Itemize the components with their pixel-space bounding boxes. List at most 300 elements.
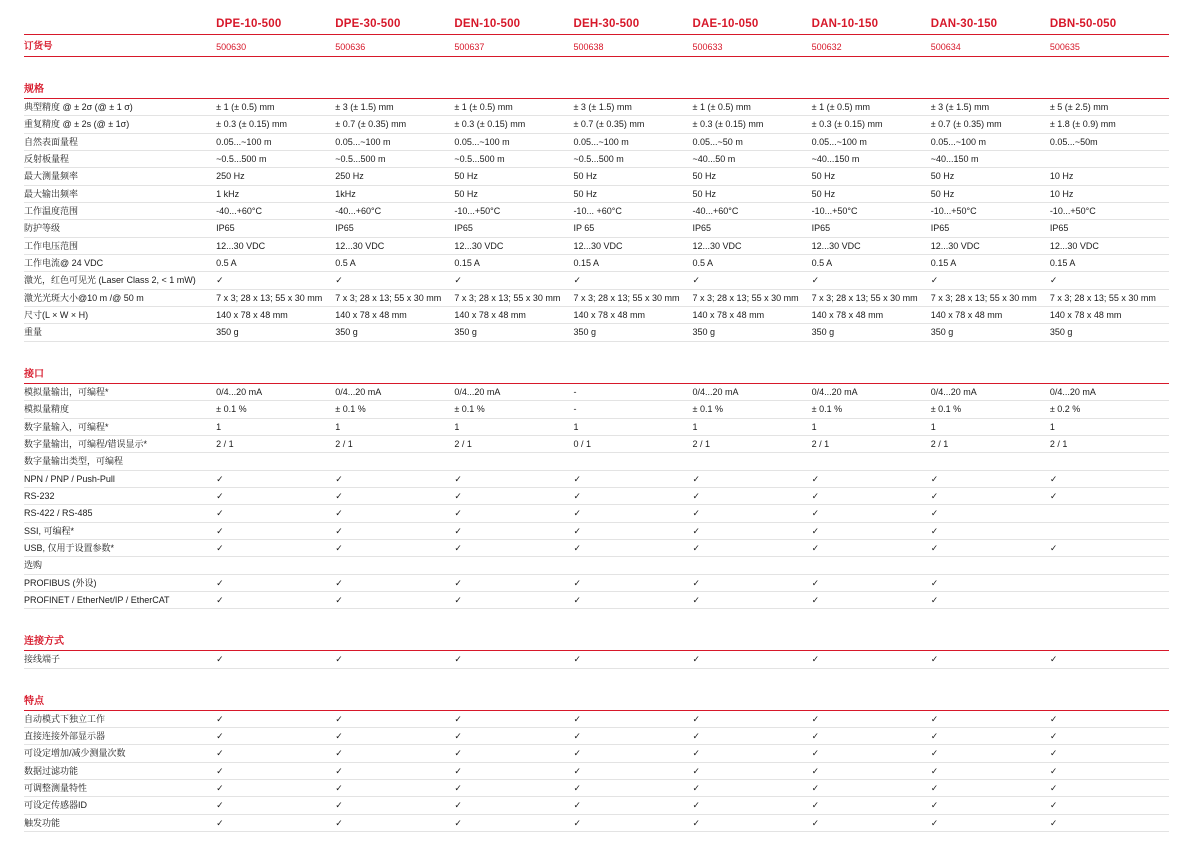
row-value: ± 0.3 (± 0.15) mm bbox=[693, 116, 812, 133]
row-value: 0.05...~100 m bbox=[335, 133, 454, 150]
table-header-row bbox=[24, 18, 1169, 35]
checkmark-icon: ✓ bbox=[454, 651, 573, 668]
section-title-filler bbox=[931, 356, 1050, 384]
order-number-row bbox=[24, 35, 1169, 57]
section-spacer-cell bbox=[24, 341, 1169, 356]
row-value: 0.15 A bbox=[454, 255, 573, 272]
table-row bbox=[24, 289, 1169, 306]
section-title-filler bbox=[335, 71, 454, 99]
checkmark-icon: ✓ bbox=[931, 505, 1050, 522]
checkmark-icon: ✓ bbox=[693, 762, 812, 779]
row-value: 0.05...~100 m bbox=[931, 133, 1050, 150]
row-label: 直接连接外部显示器 bbox=[24, 727, 216, 744]
row-value: ~0.5...500 m bbox=[573, 151, 692, 168]
table-row bbox=[24, 383, 1169, 400]
row-value bbox=[693, 453, 812, 470]
section-title-filler bbox=[216, 71, 335, 99]
row-value bbox=[335, 557, 454, 574]
checkmark-icon: ✓ bbox=[454, 470, 573, 487]
row-value: 0.05...~100 m bbox=[573, 133, 692, 150]
section-spacer-cell bbox=[24, 609, 1169, 624]
row-value: 0.05...~100 m bbox=[216, 133, 335, 150]
section-title-filler bbox=[573, 683, 692, 711]
checkmark-icon: ✓ bbox=[693, 710, 812, 727]
row-value: ± 1.8 (± 0.9) mm bbox=[1050, 116, 1169, 133]
row-value: ± 0.3 (± 0.15) mm bbox=[454, 116, 573, 133]
section-title-filler bbox=[812, 356, 931, 384]
table-row bbox=[24, 574, 1169, 591]
row-value: 350 g bbox=[454, 324, 573, 341]
checkmark-icon: ✓ bbox=[454, 591, 573, 608]
section-title-filler bbox=[693, 71, 812, 99]
row-value: 140 x 78 x 48 mm bbox=[454, 307, 573, 324]
row-value: 350 g bbox=[216, 324, 335, 341]
row-label: 自然表面量程 bbox=[24, 133, 216, 150]
row-value: - bbox=[573, 401, 692, 418]
checkmark-icon: ✓ bbox=[693, 487, 812, 504]
checkmark-icon: ✓ bbox=[693, 651, 812, 668]
row-label: 模拟量精度 bbox=[24, 401, 216, 418]
section-title-filler bbox=[1050, 71, 1169, 99]
section-title-filler bbox=[454, 623, 573, 651]
row-value: ~0.5...500 m bbox=[335, 151, 454, 168]
row-value bbox=[454, 453, 573, 470]
section-spacer bbox=[24, 668, 1169, 683]
column-header-8: DBN-50-050 bbox=[1050, 18, 1169, 35]
checkmark-icon: ✓ bbox=[573, 539, 692, 556]
row-value: 0.5 A bbox=[335, 255, 454, 272]
checkmark-icon: ✓ bbox=[454, 745, 573, 762]
table-row bbox=[24, 651, 1169, 668]
checkmark-icon: ✓ bbox=[216, 797, 335, 814]
section-spacer bbox=[24, 609, 1169, 624]
section-title-row bbox=[24, 623, 1169, 651]
checkmark-icon: ✓ bbox=[931, 470, 1050, 487]
row-value: IP65 bbox=[812, 220, 931, 237]
checkmark-icon: ✓ bbox=[931, 487, 1050, 504]
table-row bbox=[24, 470, 1169, 487]
row-value: ± 0.3 (± 0.15) mm bbox=[216, 116, 335, 133]
row-label: 选购 bbox=[24, 557, 216, 574]
row-value: 140 x 78 x 48 mm bbox=[216, 307, 335, 324]
order-number-value: 500638 bbox=[573, 35, 692, 57]
checkmark-icon: ✓ bbox=[931, 522, 1050, 539]
section-title-filler bbox=[573, 623, 692, 651]
checkmark-icon: ✓ bbox=[335, 522, 454, 539]
checkmark-icon: ✓ bbox=[931, 651, 1050, 668]
table-row bbox=[24, 539, 1169, 556]
checkmark-icon: ✓ bbox=[931, 574, 1050, 591]
table-row bbox=[24, 522, 1169, 539]
table-row bbox=[24, 99, 1169, 116]
checkmark-icon: ✓ bbox=[573, 470, 692, 487]
row-value: 0/4...20 mA bbox=[931, 383, 1050, 400]
order-number-value: 500633 bbox=[693, 35, 812, 57]
table-row bbox=[24, 185, 1169, 202]
row-label: 重复精度 @ ± 2s (@ ± 1σ) bbox=[24, 116, 216, 133]
section-title-filler bbox=[1050, 623, 1169, 651]
section-title-filler bbox=[454, 683, 573, 711]
section-title-filler bbox=[454, 356, 573, 384]
column-header-5: DAE-10-050 bbox=[693, 18, 812, 35]
checkmark-icon: ✓ bbox=[216, 539, 335, 556]
checkmark-icon: ✓ bbox=[573, 574, 692, 591]
row-value: IP65 bbox=[693, 220, 812, 237]
checkmark-icon: ✓ bbox=[931, 710, 1050, 727]
table-row bbox=[24, 272, 1169, 289]
section-title: 特点 bbox=[24, 683, 216, 711]
row-value: 140 x 78 x 48 mm bbox=[693, 307, 812, 324]
row-value: 350 g bbox=[335, 324, 454, 341]
checkmark-icon: ✓ bbox=[573, 762, 692, 779]
row-label: 可调整测量特性 bbox=[24, 780, 216, 797]
checkmark-icon: ✓ bbox=[931, 780, 1050, 797]
checkmark-icon: ✓ bbox=[216, 814, 335, 831]
checkmark-icon: ✓ bbox=[454, 727, 573, 744]
row-value: 7 x 3; 28 x 13; 55 x 30 mm bbox=[1050, 289, 1169, 306]
row-value: ~40...150 m bbox=[812, 151, 931, 168]
row-value: 10 Hz bbox=[1050, 168, 1169, 185]
row-value: 140 x 78 x 48 mm bbox=[931, 307, 1050, 324]
row-value: 12...30 VDC bbox=[693, 237, 812, 254]
checkmark-icon: ✓ bbox=[216, 522, 335, 539]
row-value bbox=[216, 453, 335, 470]
row-label: 重量 bbox=[24, 324, 216, 341]
checkmark-icon: ✓ bbox=[1050, 727, 1169, 744]
section-title-row bbox=[24, 683, 1169, 711]
section-title-filler bbox=[335, 683, 454, 711]
row-value: 12...30 VDC bbox=[931, 237, 1050, 254]
row-value: ± 0.7 (± 0.35) mm bbox=[931, 116, 1050, 133]
checkmark-icon: ✓ bbox=[812, 591, 931, 608]
checkmark-icon: ✓ bbox=[454, 710, 573, 727]
section-title-filler bbox=[931, 623, 1050, 651]
checkmark-icon: ✓ bbox=[335, 591, 454, 608]
order-number-value: 500634 bbox=[931, 35, 1050, 57]
table-row bbox=[24, 814, 1169, 831]
checkmark-icon: ✓ bbox=[812, 522, 931, 539]
row-value bbox=[573, 557, 692, 574]
table-row bbox=[24, 116, 1169, 133]
checkmark-icon: ✓ bbox=[1050, 539, 1169, 556]
row-value: 0/4...20 mA bbox=[454, 383, 573, 400]
section-title-filler bbox=[454, 71, 573, 99]
row-value: 7 x 3; 28 x 13; 55 x 30 mm bbox=[931, 289, 1050, 306]
section-title-filler bbox=[216, 356, 335, 384]
section-spacer-cell bbox=[24, 57, 1169, 72]
row-value: 0.15 A bbox=[1050, 255, 1169, 272]
row-value: 2 / 1 bbox=[812, 435, 931, 452]
column-header-7: DAN-30-150 bbox=[931, 18, 1050, 35]
table-row bbox=[24, 151, 1169, 168]
checkmark-icon: ✓ bbox=[454, 539, 573, 556]
checkmark-icon: ✓ bbox=[216, 727, 335, 744]
checkmark-icon: ✓ bbox=[573, 272, 692, 289]
row-value: 12...30 VDC bbox=[454, 237, 573, 254]
checkmark-icon: ✓ bbox=[693, 814, 812, 831]
row-value: ± 0.1 % bbox=[454, 401, 573, 418]
checkmark-icon: ✓ bbox=[812, 710, 931, 727]
order-number-value: 500630 bbox=[216, 35, 335, 57]
table-row bbox=[24, 557, 1169, 574]
row-value bbox=[812, 453, 931, 470]
checkmark-icon: ✓ bbox=[931, 539, 1050, 556]
checkmark-icon: ✓ bbox=[812, 745, 931, 762]
row-value bbox=[573, 453, 692, 470]
row-label: 自动模式下独立工作 bbox=[24, 710, 216, 727]
row-value: ± 0.2 % bbox=[1050, 401, 1169, 418]
row-label: SSI, 可编程* bbox=[24, 522, 216, 539]
table-row bbox=[24, 324, 1169, 341]
checkmark-icon: ✓ bbox=[454, 487, 573, 504]
row-value: ~40...150 m bbox=[931, 151, 1050, 168]
row-label: PROFINET / EtherNet/IP / EtherCAT bbox=[24, 591, 216, 608]
checkmark-icon: ✓ bbox=[1050, 762, 1169, 779]
checkmark-icon: ✓ bbox=[454, 574, 573, 591]
row-value: 0/4...20 mA bbox=[693, 383, 812, 400]
row-value: -10...+50°C bbox=[931, 203, 1050, 220]
checkmark-icon: ✓ bbox=[812, 797, 931, 814]
table-row bbox=[24, 710, 1169, 727]
table-row bbox=[24, 745, 1169, 762]
table-row bbox=[24, 727, 1169, 744]
checkmark-icon: ✓ bbox=[812, 814, 931, 831]
row-value: ± 0.3 (± 0.15) mm bbox=[812, 116, 931, 133]
table-row bbox=[24, 418, 1169, 435]
checkmark-icon: ✓ bbox=[216, 762, 335, 779]
table-row bbox=[24, 237, 1169, 254]
checkmark-icon: ✓ bbox=[693, 780, 812, 797]
row-value: ± 0.1 % bbox=[335, 401, 454, 418]
checkmark-icon: ✓ bbox=[812, 762, 931, 779]
checkmark-icon: ✓ bbox=[812, 470, 931, 487]
row-value: ± 3 (± 1.5) mm bbox=[573, 99, 692, 116]
checkmark-icon: ✓ bbox=[216, 272, 335, 289]
row-value: ± 1 (± 0.5) mm bbox=[216, 99, 335, 116]
row-value: ± 0.7 (± 0.35) mm bbox=[573, 116, 692, 133]
row-value: 0.15 A bbox=[931, 255, 1050, 272]
section-title: 连接方式 bbox=[24, 623, 216, 651]
row-label: 接线端子 bbox=[24, 651, 216, 668]
row-value: 350 g bbox=[693, 324, 812, 341]
checkmark-icon: ✓ bbox=[573, 814, 692, 831]
section-spacer bbox=[24, 57, 1169, 72]
row-value: IP65 bbox=[931, 220, 1050, 237]
section-title-filler bbox=[335, 623, 454, 651]
checkmark-icon: ✓ bbox=[454, 272, 573, 289]
row-label: 尺寸(L × W × H) bbox=[24, 307, 216, 324]
section-title: 规格 bbox=[24, 71, 216, 99]
row-value: 350 g bbox=[931, 324, 1050, 341]
checkmark-icon: ✓ bbox=[1050, 745, 1169, 762]
row-value bbox=[693, 557, 812, 574]
checkmark-icon: ✓ bbox=[335, 814, 454, 831]
row-label: 激光，红色可见光 (Laser Class 2, < 1 mW) bbox=[24, 272, 216, 289]
checkmark-icon: ✓ bbox=[335, 727, 454, 744]
checkmark-icon: ✓ bbox=[931, 745, 1050, 762]
checkmark-icon: ✓ bbox=[454, 797, 573, 814]
row-value: 12...30 VDC bbox=[573, 237, 692, 254]
row-value: 0.05...~50 m bbox=[693, 133, 812, 150]
checkmark-icon: ✓ bbox=[1050, 797, 1169, 814]
row-value: 1 bbox=[931, 418, 1050, 435]
row-value: 50 Hz bbox=[931, 168, 1050, 185]
row-value: 1kHz bbox=[335, 185, 454, 202]
row-value bbox=[812, 557, 931, 574]
row-value: 250 Hz bbox=[335, 168, 454, 185]
row-value: 250 Hz bbox=[216, 168, 335, 185]
section-title-filler bbox=[216, 623, 335, 651]
checkmark-icon: ✓ bbox=[693, 727, 812, 744]
row-value: 7 x 3; 28 x 13; 55 x 30 mm bbox=[454, 289, 573, 306]
row-value: 1 bbox=[812, 418, 931, 435]
row-label: NPN / PNP / Push-Pull bbox=[24, 470, 216, 487]
row-value: 50 Hz bbox=[454, 168, 573, 185]
checkmark-icon: ✓ bbox=[335, 272, 454, 289]
checkmark-icon: ✓ bbox=[693, 470, 812, 487]
row-value: -40...+60°C bbox=[216, 203, 335, 220]
row-value: 50 Hz bbox=[931, 185, 1050, 202]
row-value: IP65 bbox=[216, 220, 335, 237]
section-title-filler bbox=[693, 683, 812, 711]
row-value: -10...+50°C bbox=[1050, 203, 1169, 220]
checkmark-icon: ✓ bbox=[693, 797, 812, 814]
checkmark-icon: ✓ bbox=[216, 505, 335, 522]
row-label: 数字量输入，可编程* bbox=[24, 418, 216, 435]
row-value: 0/4...20 mA bbox=[335, 383, 454, 400]
checkmark-icon: ✓ bbox=[931, 797, 1050, 814]
checkmark-icon: ✓ bbox=[335, 710, 454, 727]
table-row bbox=[24, 591, 1169, 608]
row-label: PROFIBUS (外设) bbox=[24, 574, 216, 591]
row-value: 350 g bbox=[812, 324, 931, 341]
row-value: 1 bbox=[693, 418, 812, 435]
checkmark-icon: ✓ bbox=[216, 591, 335, 608]
column-header-3: DEN-10-500 bbox=[454, 18, 573, 35]
row-value: ± 1 (± 0.5) mm bbox=[693, 99, 812, 116]
row-label: 典型精度 @ ± 2σ (@ ± 1 σ) bbox=[24, 99, 216, 116]
table-row bbox=[24, 168, 1169, 185]
row-value: ± 5 (± 2.5) mm bbox=[1050, 99, 1169, 116]
row-value bbox=[1050, 505, 1169, 522]
row-value: -40...+60°C bbox=[335, 203, 454, 220]
row-value: IP65 bbox=[454, 220, 573, 237]
row-value: 7 x 3; 28 x 13; 55 x 30 mm bbox=[216, 289, 335, 306]
table-row bbox=[24, 797, 1169, 814]
checkmark-icon: ✓ bbox=[812, 780, 931, 797]
row-value: 0.5 A bbox=[812, 255, 931, 272]
checkmark-icon: ✓ bbox=[573, 591, 692, 608]
checkmark-icon: ✓ bbox=[454, 522, 573, 539]
row-value: 50 Hz bbox=[693, 168, 812, 185]
row-label: 数据过滤功能 bbox=[24, 762, 216, 779]
row-value: 1 kHz bbox=[216, 185, 335, 202]
section-title-filler bbox=[1050, 356, 1169, 384]
column-header-6: DAN-10-150 bbox=[812, 18, 931, 35]
checkmark-icon: ✓ bbox=[812, 727, 931, 744]
checkmark-icon: ✓ bbox=[931, 762, 1050, 779]
order-number-value: 500637 bbox=[454, 35, 573, 57]
row-label: 最大测量频率 bbox=[24, 168, 216, 185]
checkmark-icon: ✓ bbox=[216, 710, 335, 727]
section-title-row bbox=[24, 356, 1169, 384]
table-row bbox=[24, 505, 1169, 522]
row-value: 350 g bbox=[573, 324, 692, 341]
spec-sheet bbox=[0, 18, 1201, 832]
row-label: 最大输出频率 bbox=[24, 185, 216, 202]
row-value: 12...30 VDC bbox=[335, 237, 454, 254]
row-value: ± 3 (± 1.5) mm bbox=[931, 99, 1050, 116]
table-row bbox=[24, 203, 1169, 220]
row-value: ± 1 (± 0.5) mm bbox=[812, 99, 931, 116]
checkmark-icon: ✓ bbox=[931, 272, 1050, 289]
table-row bbox=[24, 220, 1169, 237]
checkmark-icon: ✓ bbox=[454, 780, 573, 797]
row-value: 2 / 1 bbox=[335, 435, 454, 452]
row-value: IP 65 bbox=[573, 220, 692, 237]
row-value: 50 Hz bbox=[573, 168, 692, 185]
row-value: -10...+50°C bbox=[454, 203, 573, 220]
row-value: 10 Hz bbox=[1050, 185, 1169, 202]
row-value: 0.05...~50m bbox=[1050, 133, 1169, 150]
table-row bbox=[24, 487, 1169, 504]
checkmark-icon: ✓ bbox=[573, 745, 692, 762]
row-value bbox=[335, 453, 454, 470]
row-value: 50 Hz bbox=[812, 185, 931, 202]
row-value: -40...+60°C bbox=[693, 203, 812, 220]
checkmark-icon: ✓ bbox=[1050, 710, 1169, 727]
checkmark-icon: ✓ bbox=[335, 470, 454, 487]
checkmark-icon: ✓ bbox=[216, 470, 335, 487]
row-value: 7 x 3; 28 x 13; 55 x 30 mm bbox=[693, 289, 812, 306]
checkmark-icon: ✓ bbox=[1050, 487, 1169, 504]
section-title: 接口 bbox=[24, 356, 216, 384]
checkmark-icon: ✓ bbox=[812, 487, 931, 504]
column-header-1: DPE-10-500 bbox=[216, 18, 335, 35]
section-title-filler bbox=[812, 683, 931, 711]
row-value: 2 / 1 bbox=[454, 435, 573, 452]
section-title-filler bbox=[693, 623, 812, 651]
checkmark-icon: ✓ bbox=[1050, 651, 1169, 668]
row-value bbox=[454, 557, 573, 574]
checkmark-icon: ✓ bbox=[454, 505, 573, 522]
checkmark-icon: ✓ bbox=[335, 797, 454, 814]
row-value: 2 / 1 bbox=[1050, 435, 1169, 452]
section-title-filler bbox=[931, 683, 1050, 711]
checkmark-icon: ✓ bbox=[573, 505, 692, 522]
checkmark-icon: ✓ bbox=[454, 814, 573, 831]
row-value: 2 / 1 bbox=[216, 435, 335, 452]
row-value: 0.5 A bbox=[216, 255, 335, 272]
row-value: 7 x 3; 28 x 13; 55 x 30 mm bbox=[335, 289, 454, 306]
section-title-filler bbox=[812, 623, 931, 651]
row-value: -10...+50°C bbox=[812, 203, 931, 220]
checkmark-icon: ✓ bbox=[216, 487, 335, 504]
checkmark-icon: ✓ bbox=[335, 574, 454, 591]
row-value: 50 Hz bbox=[454, 185, 573, 202]
row-value bbox=[1050, 591, 1169, 608]
checkmark-icon: ✓ bbox=[335, 745, 454, 762]
row-value: 0.15 A bbox=[573, 255, 692, 272]
row-label: 工作电流@ 24 VDC bbox=[24, 255, 216, 272]
row-value bbox=[931, 557, 1050, 574]
checkmark-icon: ✓ bbox=[335, 780, 454, 797]
row-value: 2 / 1 bbox=[693, 435, 812, 452]
row-label: 反射板量程 bbox=[24, 151, 216, 168]
table-row bbox=[24, 453, 1169, 470]
row-value: 1 bbox=[573, 418, 692, 435]
row-label: 数字量输出，可编程/错误显示* bbox=[24, 435, 216, 452]
